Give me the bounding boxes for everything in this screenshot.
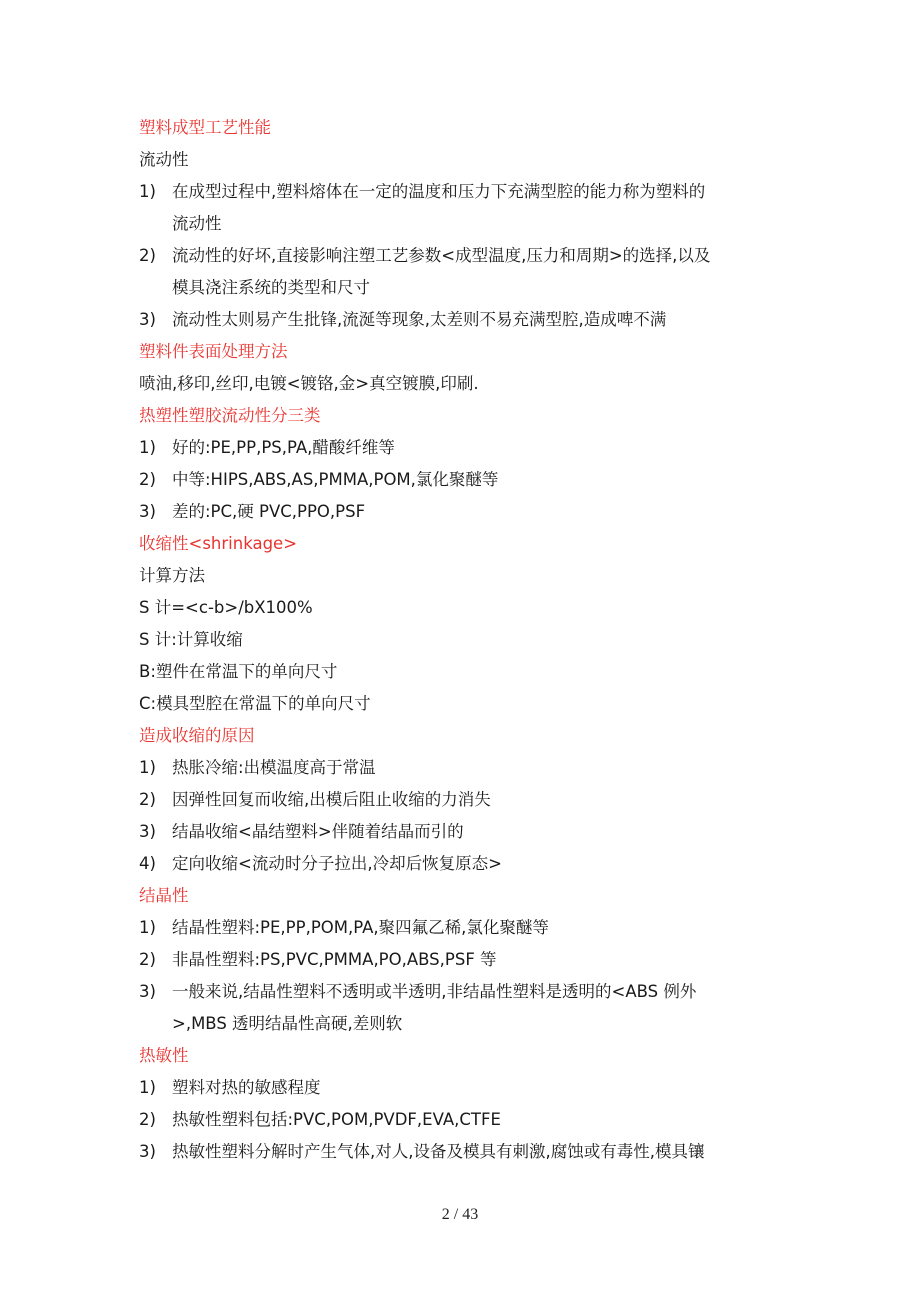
list-item: [139, 784, 785, 816]
list-number: 2): [139, 790, 156, 809]
list-number: 1): [139, 758, 156, 777]
list-item: [139, 848, 785, 880]
list-number: 2): [139, 950, 156, 969]
paragraph: 喷油,移印,丝印,电镀<镀铬,金>真空镀膜,印刷.: [139, 374, 479, 393]
list-item: [139, 1072, 785, 1104]
list-item-continuation: 模具浇注系统的类型和尺寸: [172, 278, 370, 297]
list-text: 热胀冷缩:出模温度高于常温: [172, 758, 376, 777]
list-text: 定向收缩<流动时分子拉出,冷却后恢复原态>: [172, 854, 502, 873]
list-item: [139, 432, 785, 464]
paragraph: S 计:计算收缩: [139, 630, 243, 649]
section-heading-shrinkage-causes: 造成收缩的原因: [139, 726, 255, 745]
list-item: [139, 944, 785, 976]
list-number: 2): [139, 1110, 156, 1129]
list-text: 在成型过程中,塑料熔体在一定的温度和压力下充满型腔的能力称为塑料的: [172, 182, 706, 201]
list-text: 中等:HIPS,ABS,AS,PMMA,POM,氯化聚醚等: [172, 470, 499, 489]
list-number: 1): [139, 918, 156, 937]
list-item: [139, 496, 785, 528]
paragraph: 计算方法: [139, 566, 205, 585]
list-item: [139, 304, 785, 336]
list-item: [139, 240, 785, 272]
list-number: 2): [139, 470, 156, 489]
document-body: [139, 112, 785, 1168]
section-heading-fluidity-classes: 热塑性塑胶流动性分三类: [139, 406, 321, 425]
list-number: 1): [139, 1078, 156, 1097]
list-item: [139, 976, 785, 1008]
list-item: [139, 1136, 785, 1168]
list-text: 好的:PE,PP,PS,PA,醋酸纤维等: [172, 438, 395, 457]
list-text: 流动性的好坏,直接影响注塑工艺参数<成型温度,压力和周期>的选择,以及: [172, 246, 711, 265]
section-heading-shrinkage: 收缩性<shrinkage>: [139, 534, 298, 553]
list-text: 塑料对热的敏感程度: [172, 1078, 321, 1097]
list-item: [139, 752, 785, 784]
list-text: 结晶性塑料:PE,PP,POM,PA,聚四氟乙稀,氯化聚醚等: [172, 918, 549, 937]
list-number: 4): [139, 854, 156, 873]
list-number: 1): [139, 438, 156, 457]
list-item: [139, 912, 785, 944]
list-text: 热敏性塑料分解时产生气体,对人,设备及模具有刺激,腐蚀或有毒性,模具镶: [172, 1142, 705, 1161]
list-text: 流动性太则易产生批锋,流涎等现象,太差则不易充满型腔,造成啤不满: [172, 310, 667, 329]
subheading-fluidity: 流动性: [139, 150, 189, 169]
page-number: 2 / 43: [441, 1206, 479, 1223]
list-text: 因弹性回复而收缩,出模后阻止收缩的力消失: [172, 790, 491, 809]
list-number: 3): [139, 822, 156, 841]
list-text: 非晶性塑料:PS,PVC,PMMA,PO,ABS,PSF 等: [172, 950, 497, 969]
list-text: 一般来说,结晶性塑料不透明或半透明,非结晶性塑料是透明的<ABS 例外: [172, 982, 697, 1001]
section-heading-crystallinity: 结晶性: [139, 886, 189, 905]
section-heading-surface-treatment: 塑料件表面处理方法: [139, 342, 288, 361]
list-number: 3): [139, 1142, 156, 1161]
list-text: 热敏性塑料包括:PVC,POM,PVDF,EVA,CTFE: [172, 1110, 501, 1129]
list-number: 3): [139, 982, 156, 1001]
list-text: 结晶收缩<晶结塑料>伴随着结晶而引的: [172, 822, 464, 841]
paragraph: B:塑件在常温下的单向尺寸: [139, 662, 338, 681]
list-number: 2): [139, 246, 156, 265]
list-number: 1): [139, 182, 156, 201]
paragraph: C:模具型腔在常温下的单向尺寸: [139, 694, 371, 713]
list-item: [139, 464, 785, 496]
list-item: [139, 816, 785, 848]
formula: S 计=<c-b>/bX100%: [139, 598, 313, 617]
list-item-continuation: 流动性: [172, 214, 222, 233]
list-number: 3): [139, 310, 156, 329]
section-heading-molding-properties: 塑料成型工艺性能: [139, 118, 271, 137]
section-heading-heat-sensitivity: 热敏性: [139, 1046, 189, 1065]
list-item: [139, 176, 785, 208]
list-item: [139, 1104, 785, 1136]
list-item-continuation: >,MBS 透明结晶性高硬,差则软: [172, 1014, 403, 1033]
list-number: 3): [139, 502, 156, 521]
list-text: 差的:PC,硬 PVC,PPO,PSF: [172, 502, 366, 521]
